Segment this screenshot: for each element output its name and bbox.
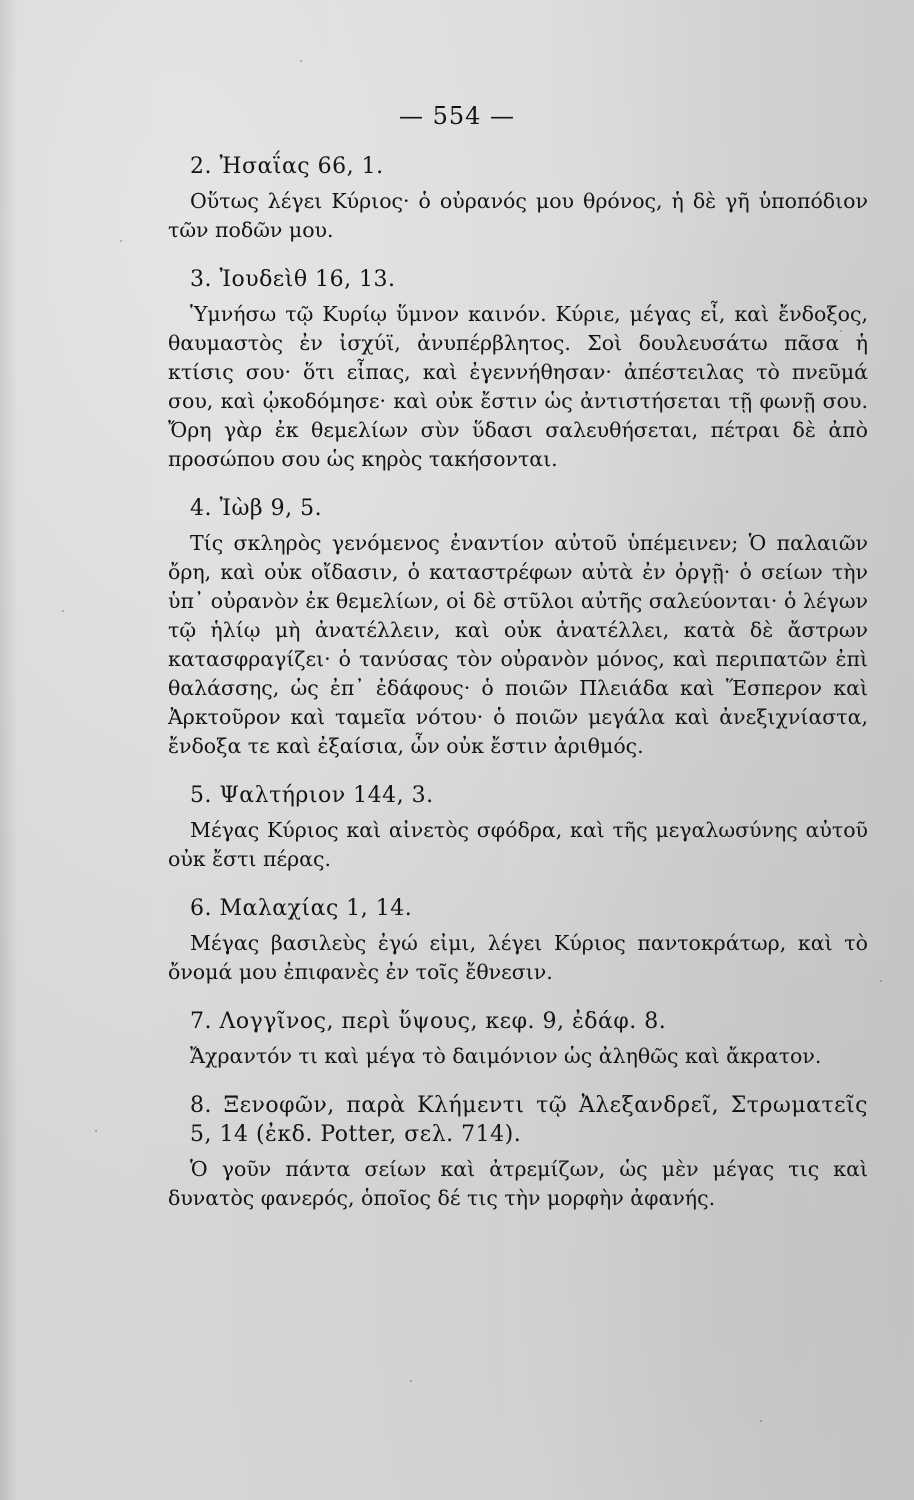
paper-speck [300,60,302,62]
section-body: Ὑμνήσω τῷ Κυρίῳ ὕμνον καινόν. Κύριε, μέγας εἶ, καὶ ἔνδοξος, θαυμαστὸς ἐν ἰσχύϊ, ἀνυπέρβλητος. Σοὶ δουλευσάτω πᾶσα ἡ κτίσις σου· ὅτι εἶπας, καὶ ἐγεννήθησαν· ἀπέστειλας τὸ πνεῦμά σου, καὶ ᾠκοδόμησε· καὶ οὐκ ἔστιν ὡς ἀντιστήσεται τῇ φωνῇ σου. Ὄρη γὰρ ἐκ θεμελίων σὺν ὕδασι σαλευθήσεται, πέτραι δὲ ἀπὸ προσώπου σου ὡς κηρὸς τακήσονται. [168,302,868,471]
paper-speck [410,1380,412,1382]
section-4 [168,494,868,761]
section-heading: 8. Ξενοφῶν, παρὰ Κλήμεντι τῷ Ἀλεξανδρεῖ, Στρωματεῖς 5, 14 (ἐκδ. Potter, σελ. 714). [190,1093,868,1147]
section-heading: 2. Ἠσαΐας 66, 1. [190,154,384,179]
paper-speck [62,610,64,612]
paper-speck [880,980,882,982]
section-body: Ἄχραντόν τι καὶ μέγα τὸ δαιμόνιον ὡς ἀληθῶς καὶ ἄκρατον. [190,1044,822,1068]
section-3 [168,265,868,474]
section-body: Τίς σκληρὸς γενόμενος ἐναντίον αὐτοῦ ὑπέμεινεν; Ὁ παλαιῶν ὄρη, καὶ οὐκ οἴδασιν, ὁ καταστρέφων αὐτὰ ἐν ὀργῇ· ὁ σείων τὴν ὑπ᾽ οὐρανὸν ἐκ θεμελίων, οἱ δὲ στῦλοι αὐτῆς σαλεύονται· ὁ λέγων τῷ ἡλίῳ μὴ ἀνατέλλειν, καὶ οὐκ ἀνατέλλει, κατὰ δὲ ἄστρων κατασφραγίζει· ὁ τανύσας τὸν οὐρανὸν μόνος, καὶ περιπατῶν ἐπὶ θαλάσσης, ὡς ἐπ᾽ ἐδάφους· ὁ ποιῶν Πλειάδα καὶ Ἕσπερον καὶ Ἀρκτοῦρον καὶ ταμεῖα νότου· ὁ ποιῶν μεγάλα καὶ ἀνεξιχνίαστα, ἔνδοξα τε καὶ ἐξαίσια, ὧν οὐκ ἔστιν ἀριθμός. [168,531,868,758]
paper-speck [95,1130,97,1132]
section-heading: 4. Ἰὼβ 9, 5. [190,496,323,521]
section-heading: 3. Ἰουδεὶθ 16, 13. [190,267,396,292]
section-5 [168,781,868,874]
section-heading: 6. Μαλαχίας 1, 14. [190,896,413,921]
section-8 [168,1091,868,1213]
page-number: — 554 — [398,102,516,130]
paper-speck [760,1420,762,1422]
section-heading: 5. Ψαλτήριον 144, 3. [190,783,434,808]
section-6 [168,894,868,987]
section-body: Μέγας βασιλεὺς ἐγώ εἰμι, λέγει Κύριος παντοκράτωρ, καὶ τὸ ὄνομά μου ἐπιφανὲς ἐν τοῖς ἔθνεσιν. [168,931,868,984]
section-heading: 7. Λογγῖνος, περὶ ὕψους, κεφ. 9, ἐδάφ. 8. [190,1009,667,1034]
section-body: Οὕτως λέγει Κύριος· ὁ οὐρανός μου θρόνος, ἡ δὲ γῆ ὑποπόδιον τῶν ποδῶν μου. [168,189,868,242]
section-7 [168,1007,868,1071]
section-body: Ὁ γοῦν πάντα σείων καὶ ἀτρεμίζων, ὡς μὲν μέγας τις καὶ δυνατὸς φανερός, ὁποῖος δέ τις τὴν μορφὴν ἀφανής. [168,1157,868,1210]
section-body: Μέγας Κύριος καὶ αἰνετὸς σφόδρα, καὶ τῆς μεγαλωσύνης αὐτοῦ οὐκ ἔστι πέρας. [168,818,868,871]
section-2 [168,152,868,245]
paper-speck [120,240,122,242]
text-block [168,152,868,1233]
